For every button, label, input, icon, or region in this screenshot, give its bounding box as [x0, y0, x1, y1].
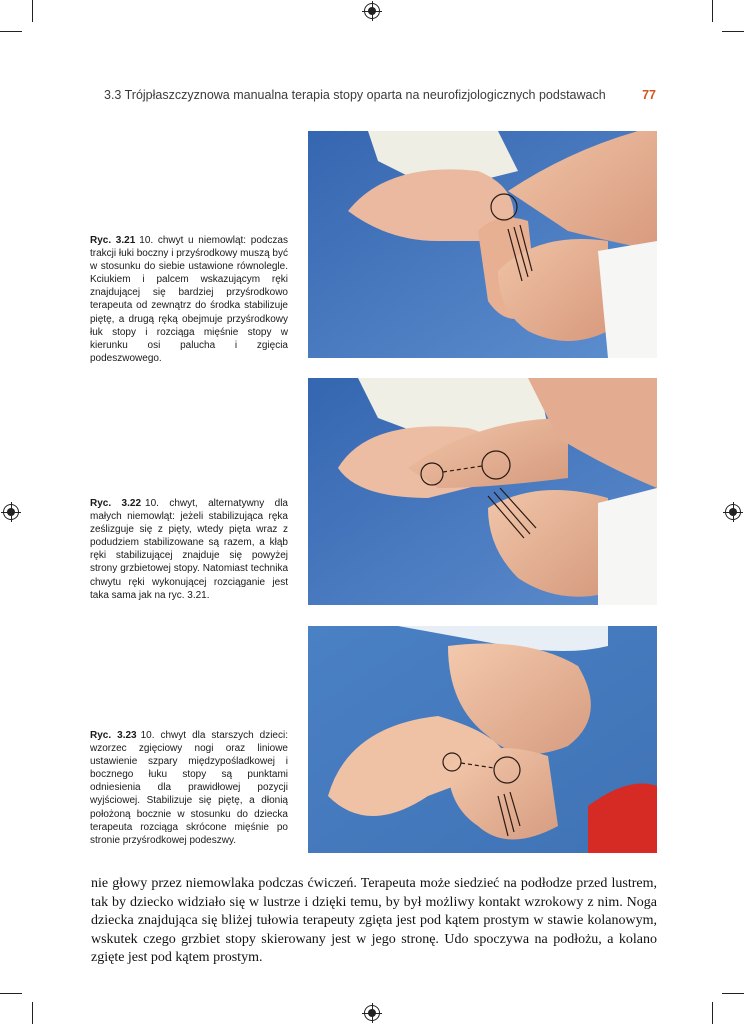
crop-mark [32, 1002, 33, 1024]
running-header [104, 88, 656, 106]
crop-mark [722, 31, 744, 32]
caption-text: 10. chwyt u niemowląt: podczas trakcji łuki boczny i przyśrodkowy muszą być w stosunku do siebie ustawione równolegle. Kciukiem i palcem wskazującym ręki znajdującej się bardziej przyśrodkowo terapeuta od zewnątrz do środka stabilizuje piętę, a drugą ręką obejmuje przyśrodkowy łuk stopy i rozciąga mięśnie stopy w kierunku osi palucha i zgięcia podeszwowego. [90, 235, 288, 364]
caption-text: 10. chwyt dla starszych dzieci: wzorzec zgięciowy nogi oraz liniowe ustawienie szpary międzypośladkowej i bocznego łuku stopy są punktami odniesienia dla prawidłowej pozycji wyjściowej. Stabilizuje się piętę, a dłonią położoną bocznie w stosunku do dziecka terapeuta rozciąga skrócone mięśnie po stronie przyśrodkowej podeszwy. [90, 730, 288, 846]
registration-mark-icon [364, 3, 380, 19]
crop-mark [0, 31, 22, 32]
figure-label: Ryc. 3.21 [90, 235, 136, 246]
crop-mark [722, 993, 744, 994]
figure-caption [90, 729, 288, 847]
figure-label: Ryc. 3.22 [90, 498, 142, 509]
registration-mark-icon [725, 504, 741, 520]
crop-mark [712, 0, 713, 22]
caption-text: 10. chwyt, alternatywny dla małych niemowląt: jeżeli stabilizująca ręka ześlizguje się z pięty, wtedy pięta wraz z podudziem stabilizowane są razem, a kłąb ręki stabilizującej znajduje się powyżej strony grzbietowej stopy. Natomiast technika chwytu ręki wykonującej rozciąganie jest taka sama jak na ryc. 3.21. [90, 498, 288, 601]
crop-mark [0, 993, 22, 994]
registration-mark-icon [3, 504, 19, 520]
figure-caption [90, 234, 288, 365]
figure-caption [90, 497, 288, 602]
chapter-title: 3.3 Trójpłaszczyznowa manualna terapia stopy oparta na neurofizjologicznych podstawach [104, 88, 606, 102]
body-paragraph: nie głowy przez niemowlaka podczas ćwiczeń. Terapeuta może siedzieć na podłodze przed lustrem, tak by dziecko widziało się w lustrze i dzięki temu, by był możliwy kontakt wzrokowy z nim. Noga dziecka znajdująca się bliżej tułowia terapeuty zgięta jest pod kątem prostym w stawie kolanowym, wskutek czego grzbiet stopy skierowany jest w jego stronę. Udo spoczywa na podłożu, a kolano zgięte jest pod kątem prostym. [91, 876, 657, 966]
figure-label: Ryc. 3.23 [90, 730, 137, 741]
registration-mark-icon [364, 1005, 380, 1021]
figure-photo-3-22 [308, 378, 657, 605]
figure-photo-3-23 [308, 626, 657, 853]
page-number: 77 [642, 88, 656, 102]
figure-photo-3-21 [308, 131, 657, 358]
crop-mark [712, 1002, 713, 1024]
crop-mark [32, 0, 33, 22]
